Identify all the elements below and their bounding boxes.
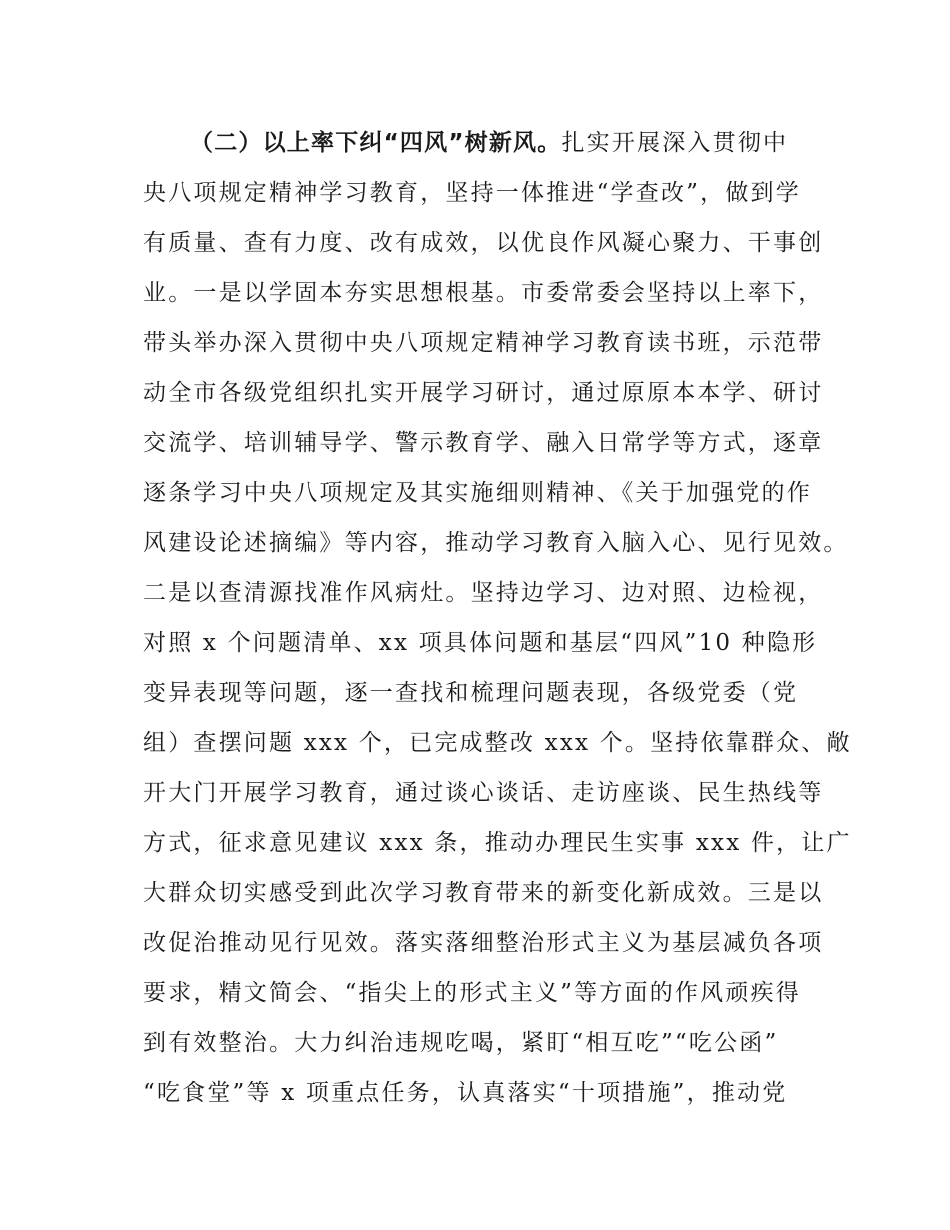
- paragraph-line-3: 有质量、查有力度、改有成效，以优良作风凝心聚力、干事创: [143, 230, 824, 256]
- section-heading: （二）以上率下纠“四风”树新风。: [190, 130, 562, 156]
- paragraph-line-10: 二是以查清源找准作风病灶。坚持边学习、边对照、边检视，: [143, 580, 824, 606]
- paragraph-line-4: 业。一是以学固本夯实思想根基。市委常委会坚持以上率下，: [143, 280, 824, 306]
- paragraph-line-2: 央八项规定精神学习教育，坚持一体推进“学查改”，做到学: [143, 180, 801, 206]
- paragraph-line-16: 大群众切实感受到此次学习教育带来的新变化新成效。三是以: [143, 880, 824, 906]
- paragraph-line-6: 动全市各级党组织扎实开展学习研讨，通过原原本本学、研讨: [143, 380, 824, 406]
- paragraph-line-14: 开大门开展学习教育，通过谈心谈话、走访座谈、民生热线等: [143, 780, 824, 806]
- paragraph-line-19: 到有效整治。大力纠治违规吃喝，紧盯“相互吃”“吃公函”: [143, 1030, 779, 1056]
- paragraph-line-15: 方式，征求意见建议 xxx 条，推动办理民生实事 xxx 件，让广: [143, 830, 852, 856]
- paragraph-line-17: 改促治推动见行见效。落实落细整治形式主义为基层减负各项: [143, 930, 824, 956]
- paragraph-line-7: 交流学、培训辅导学、警示教育学、融入日常学等方式，逐章: [143, 430, 824, 456]
- paragraph-line-5: 带头举办深入贯彻中央八项规定精神学习教育读书班，示范带: [143, 330, 824, 356]
- paragraph-line-13: 组）查摆问题 xxx 个，已完成整改 xxx 个。坚持依靠群众、敞: [143, 730, 852, 756]
- paragraph-line-20: “吃食堂”等 x 项重点任务，认真落实“十项措施”，推动党: [143, 1080, 788, 1106]
- paragraph-line-18: 要求，精文简会、“指尖上的形式主义”等方面的作风顽疾得: [143, 980, 801, 1006]
- paragraph-line-8: 逐条学习中央八项规定及其实施细则精神、《关于加强党的作: [143, 480, 812, 506]
- paragraph-line-1: [190, 127, 880, 159]
- paragraph-line-12: 变异表现等问题，逐一查找和梳理问题表现，各级党委（党: [143, 680, 799, 706]
- paragraph-line-11: 对照 x 个问题清单、xx 项具体问题和基层“四风”10 种隐形: [143, 630, 818, 656]
- paragraph-line-9: 风建设论述摘编》等内容，推动学习教育入脑入心、见行见效。: [143, 530, 849, 556]
- line-text: 扎实开展深入贯彻中: [561, 130, 789, 156]
